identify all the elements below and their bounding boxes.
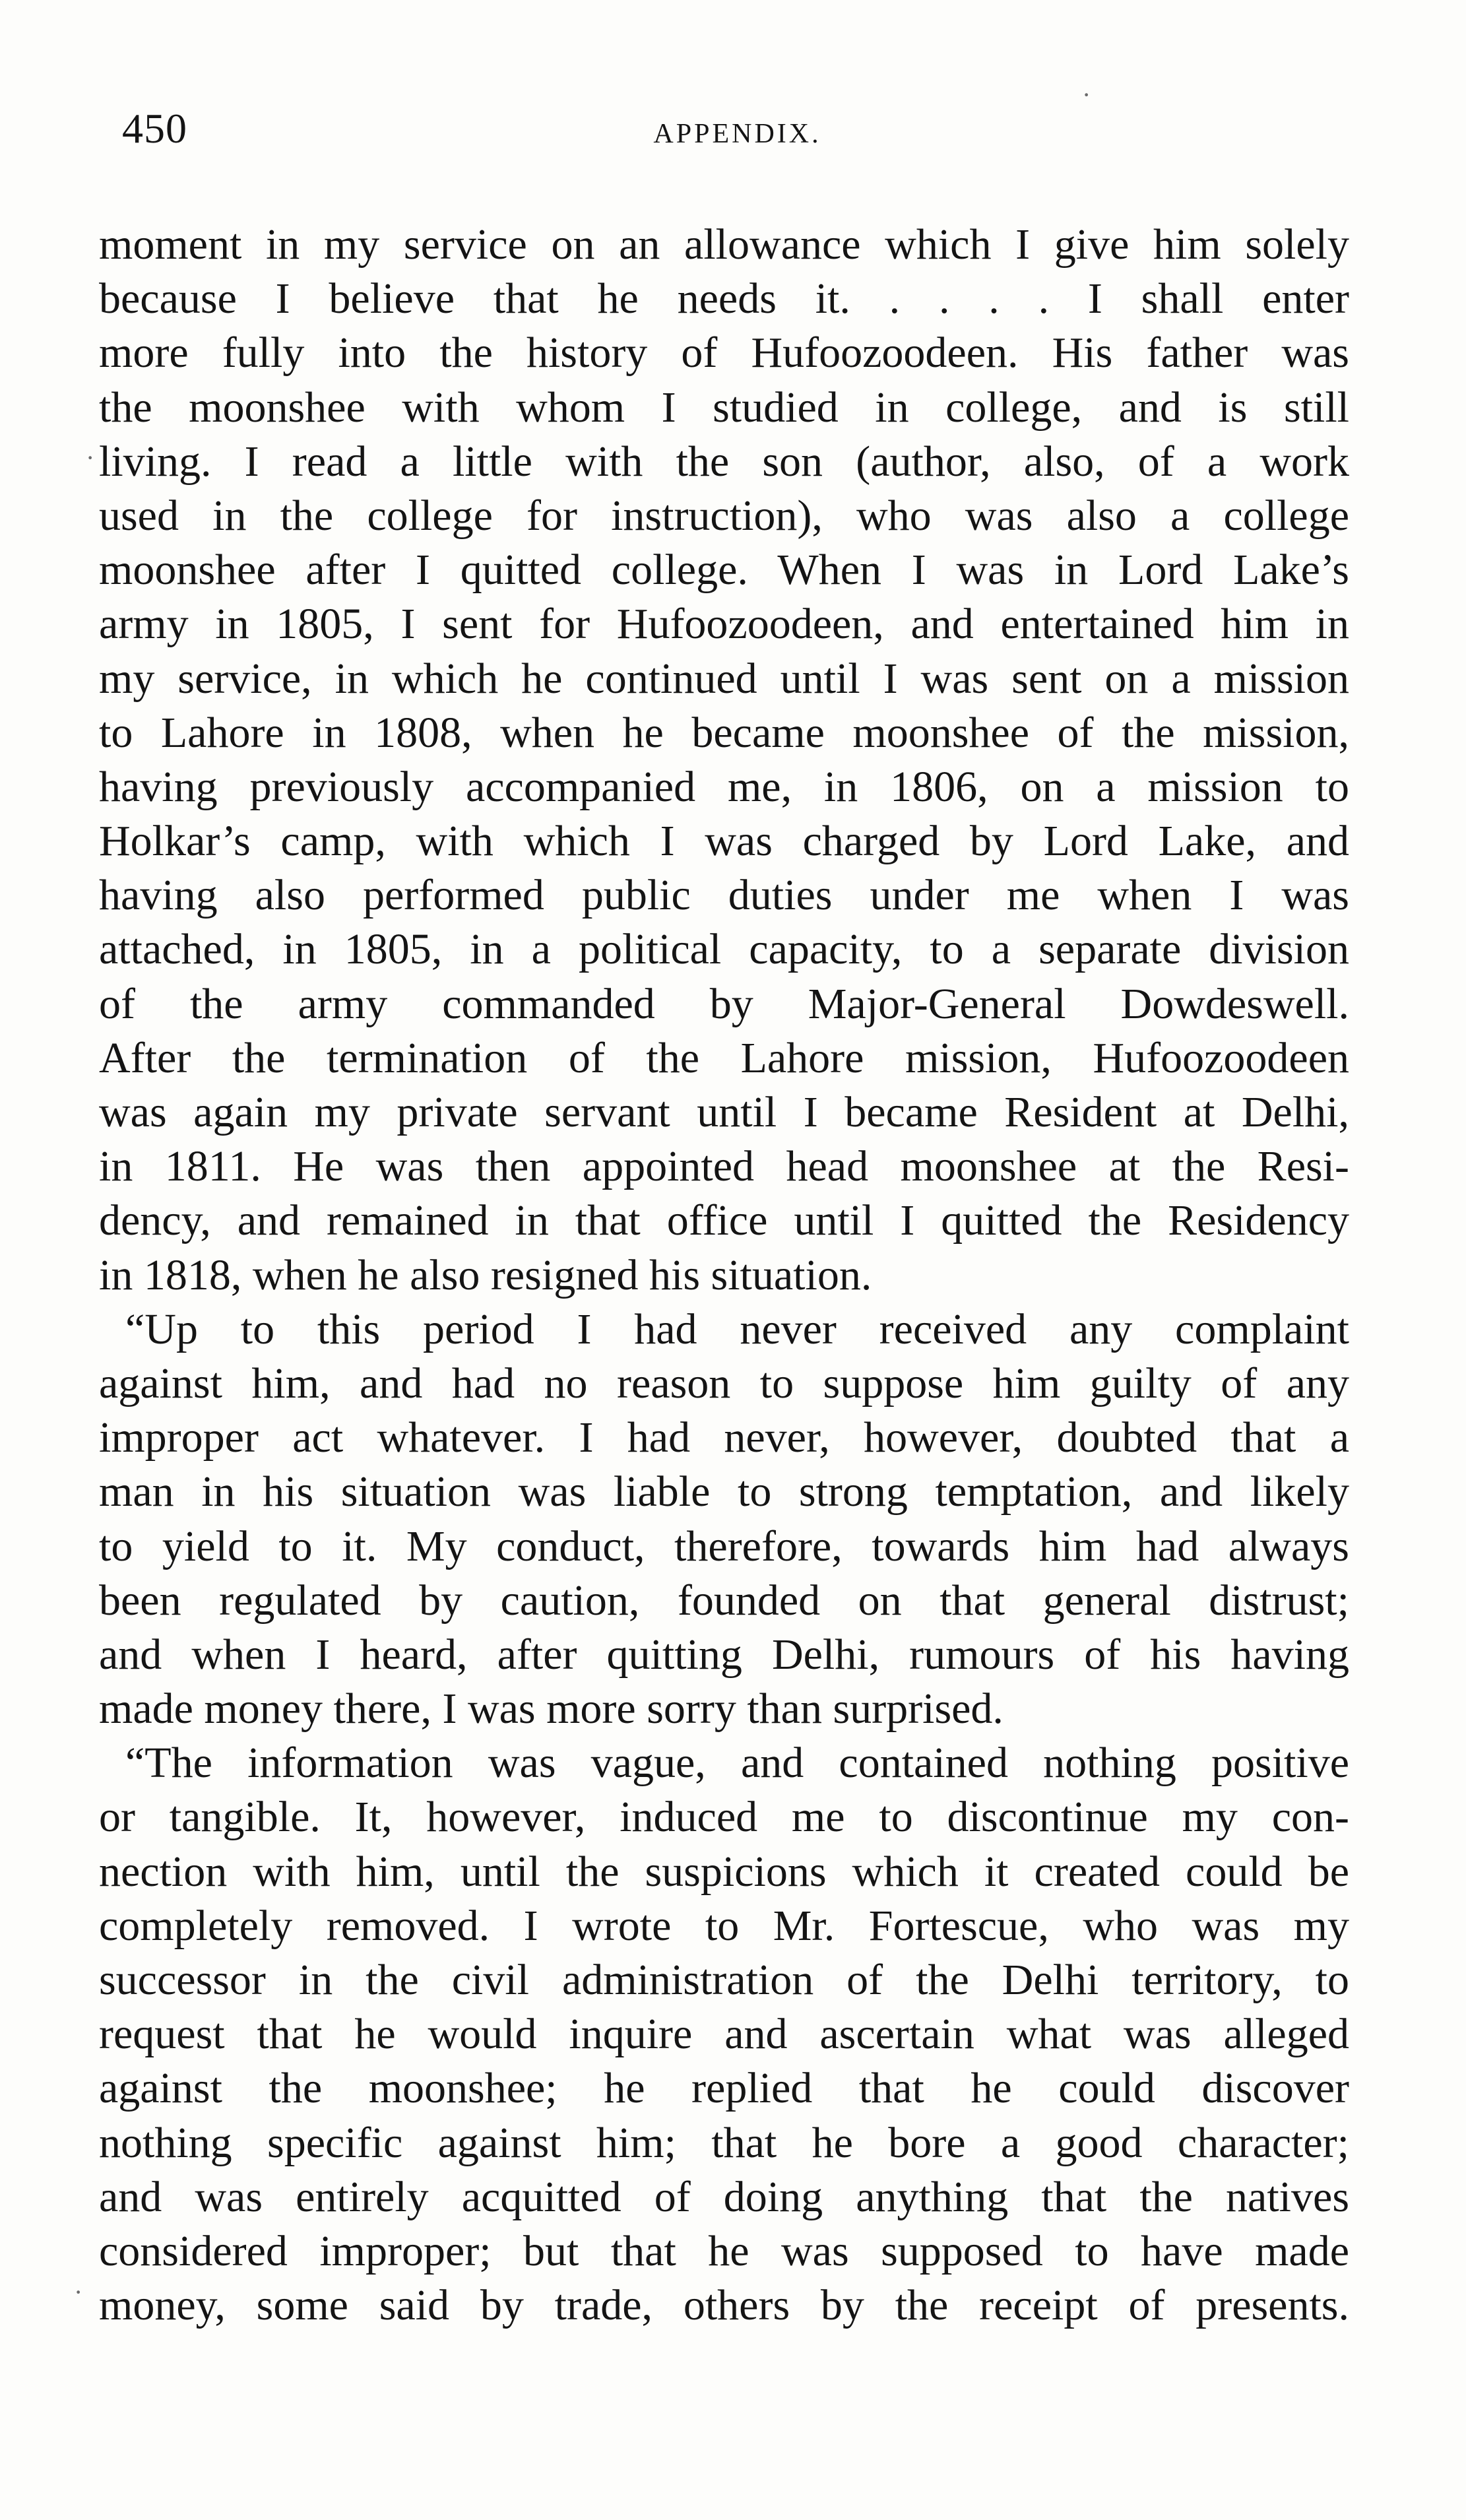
text-line: dency, and remained in that office until I quitted the Residency	[99, 1196, 1349, 1245]
text-line: nothing specific against him; that he bore a good character;	[99, 2118, 1349, 2167]
stray-mark: ·	[86, 443, 95, 472]
text-line: against him, and had no reason to suppose him guilty of any	[99, 1359, 1349, 1407]
stray-mark: ·	[1082, 80, 1091, 110]
page-header	[122, 99, 1353, 158]
text-line: made money there, I was more sorry than surprised.	[99, 1685, 1004, 1733]
text-line: used in the college for instruction), who was also a college	[99, 491, 1349, 540]
text-line: having previously accompanied me, in 1806, on a mission to	[99, 762, 1349, 811]
text-line: request that he would inquire and ascertain what was alleged	[99, 2010, 1349, 2059]
text-line: and when I heard, after quitting Delhi, rumours of his having	[99, 1630, 1349, 1679]
text-line: Holkar’s camp, with which I was charged by Lord Lake, and	[99, 817, 1349, 866]
text-line: been regulated by caution, founded on that general distrust;	[99, 1576, 1349, 1625]
text-line: having also performed public duties under me when I was	[99, 871, 1349, 920]
text-line: improper act whatever. I had never, however, doubted that a	[99, 1413, 1349, 1462]
text-line: money, some said by trade, others by the receipt of presents.	[99, 2281, 1349, 2330]
text-line: to Lahore in 1808, when he became moonshee of the mission,	[99, 708, 1349, 757]
text-line: army in 1805, I sent for Hufoozoodeen, and entertained him in	[99, 600, 1349, 649]
page-number: 450	[122, 105, 187, 152]
text-line: against the moonshee; he replied that he could discover	[99, 2064, 1349, 2113]
text-line: man in his situation was liable to strong temptation, and likely	[99, 1468, 1349, 1516]
text-line: After the termination of the Lahore mission, Hufoozoodeen	[99, 1033, 1349, 1082]
text-line: “The information was vague, and contained nothing positive	[125, 1739, 1349, 1788]
text-line: “Up to this period I had never received any complaint	[125, 1305, 1349, 1353]
text-line: to yield to it. My conduct, therefore, towards him had always	[99, 1522, 1349, 1570]
text-line: nection with him, until the suspicions which it created could be	[99, 1847, 1349, 1896]
text-line: considered improper; but that he was supposed to have made	[99, 2226, 1349, 2275]
text-line: completely removed. I wrote to Mr. Fortescue, who was my	[99, 1901, 1349, 1950]
text-line: and was entirely acquitted of doing anything that the natives	[99, 2172, 1349, 2221]
text-line: successor in the civil administration of the Delhi territory, to	[99, 1956, 1349, 2004]
stray-mark: ·	[74, 2277, 83, 2307]
text-line: attached, in 1805, in a political capacity, to a separate division	[99, 925, 1349, 974]
text-line: moment in my service on an allowance which I give him solely	[99, 220, 1349, 269]
running-head: APPENDIX.	[653, 119, 821, 149]
text-line: moonshee after I quitted college. When I was in Lord Lake’s	[99, 546, 1349, 595]
text-line: of the army commanded by Major-General Dowdeswell.	[99, 979, 1349, 1028]
text-line: in 1818, when he also resigned his situation.	[99, 1250, 872, 1299]
text-line: my service, in which he continued until I was sent on a mission	[99, 654, 1349, 703]
text-line: because I believe that he needs it. . . . . I shall enter	[99, 275, 1349, 323]
text-line: or tangible. It, however, induced me to discontinue my con-	[99, 1793, 1349, 1842]
text-line: in 1811. He was then appointed head moonshee at the Resi-	[99, 1142, 1349, 1191]
text-line: more fully into the history of Hufoozoodeen. His father was	[99, 329, 1349, 377]
text-line: living. I read a little with the son (author, also, of a work	[99, 437, 1349, 486]
text-line: was again my private servant until I became Resident at Delhi,	[99, 1088, 1349, 1136]
body-text	[99, 218, 1349, 2333]
text-line: the moonshee with whom I studied in college, and is still	[99, 383, 1349, 432]
